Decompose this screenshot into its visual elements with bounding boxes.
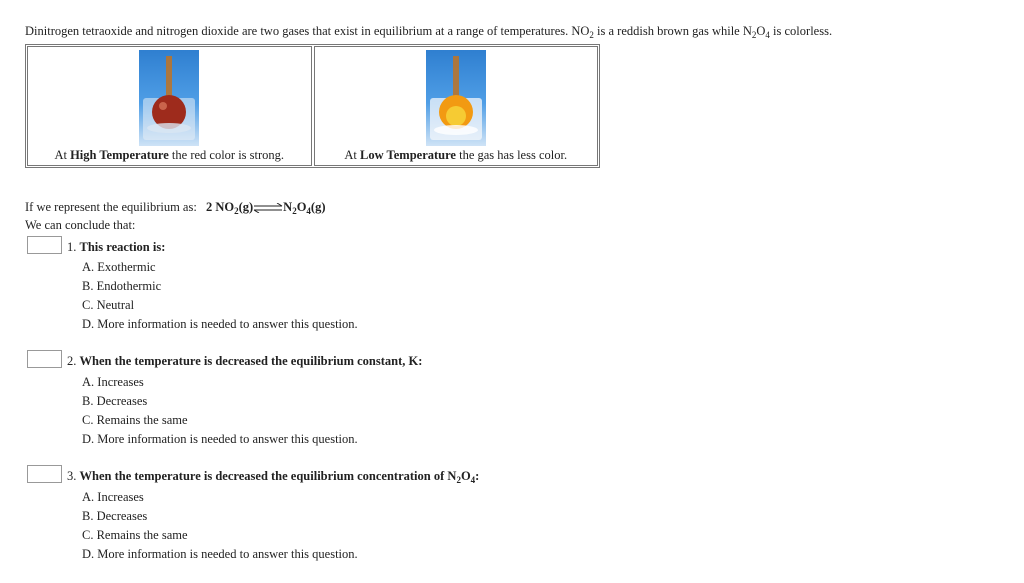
option-a: A. Increases xyxy=(82,375,144,389)
subscript: 2 xyxy=(589,30,594,40)
option-c: C. Neutral xyxy=(82,298,135,312)
answer-input-2[interactable] xyxy=(27,350,62,368)
photo-cell-low-temp xyxy=(314,46,599,166)
intro-part: Dinitrogen tetraoxide and nitrogen dioxide are two gases that exist in equilibrium at a range of temperatures. NO xyxy=(25,24,590,38)
option-c: C. Remains the same xyxy=(82,528,188,542)
question-title xyxy=(67,469,479,484)
caption-part: At xyxy=(344,148,361,162)
flask-icon xyxy=(139,50,199,146)
option-b: B. Decreases xyxy=(82,394,148,408)
caption-bold: High Temperature xyxy=(70,148,169,162)
caption-part: the gas has less color. xyxy=(455,148,568,162)
flask-icon xyxy=(426,50,486,146)
option-a: A. Increases xyxy=(82,490,144,504)
subscript: 4 xyxy=(306,206,311,216)
eq-part: 2 NO xyxy=(205,200,235,214)
caption-bold: Low Temperature xyxy=(360,148,456,162)
equilibrium-arrow-icon xyxy=(253,203,283,213)
question-number: 3. xyxy=(67,469,77,483)
conclude-text: We can conclude that: xyxy=(25,218,136,232)
option-d: D. More information is needed to answer this question. xyxy=(82,432,358,446)
question-text xyxy=(80,469,480,483)
subscript: 2 xyxy=(456,475,461,485)
question-number: 1. xyxy=(67,240,77,254)
subscript: 2 xyxy=(234,206,239,216)
question-text: This reaction is: xyxy=(79,240,166,254)
hot-flask-photo xyxy=(139,50,199,146)
caption-part: At xyxy=(54,148,71,162)
question-text-part: O xyxy=(460,469,471,483)
question-text-part: When the temperature is decreased the equilibrium concentration of N xyxy=(79,469,457,483)
eq-part: O xyxy=(296,200,307,214)
subscript: 4 xyxy=(470,475,476,485)
question-text-part: : xyxy=(475,469,480,483)
question-text: When the temperature is decreased the equilibrium constant, K: xyxy=(79,354,423,368)
option-c: C. Remains the same xyxy=(82,413,188,427)
photo-cell-high-temp xyxy=(27,46,312,166)
option-a: A. Exothermic xyxy=(82,260,156,274)
subscript: 2 xyxy=(292,206,297,216)
option-b: B. Endothermic xyxy=(82,279,162,293)
question-title xyxy=(67,240,165,255)
answer-input-3[interactable] xyxy=(27,465,62,483)
intro-part: is colorless. xyxy=(769,24,833,38)
question-number: 2. xyxy=(67,354,77,368)
intro-text xyxy=(25,24,832,39)
photo-caption-low xyxy=(315,148,598,163)
eq-part: N xyxy=(283,200,293,214)
option-d: D. More information is needed to answer this question. xyxy=(82,547,358,561)
eq-part: (g) xyxy=(310,200,326,214)
option-b: B. Decreases xyxy=(82,509,148,523)
equation-lead: If we represent the equilibrium as: xyxy=(25,200,197,214)
subscript: 2 xyxy=(751,30,757,40)
photo-caption-high xyxy=(28,148,311,163)
answer-input-1[interactable] xyxy=(27,236,62,254)
question-title xyxy=(67,354,422,369)
photo-table xyxy=(25,44,600,168)
option-d: D. More information is needed to answer this question. xyxy=(82,317,358,331)
equation xyxy=(206,200,326,214)
intro-part: O xyxy=(756,24,766,38)
subscript: 4 xyxy=(765,30,770,40)
intro-part: is a reddish brown gas while N xyxy=(593,24,752,38)
equilibrium-line xyxy=(25,200,326,215)
caption-part: the red color is strong. xyxy=(168,148,285,162)
eq-part: (g) xyxy=(238,200,254,214)
cold-flask-photo xyxy=(426,50,486,146)
